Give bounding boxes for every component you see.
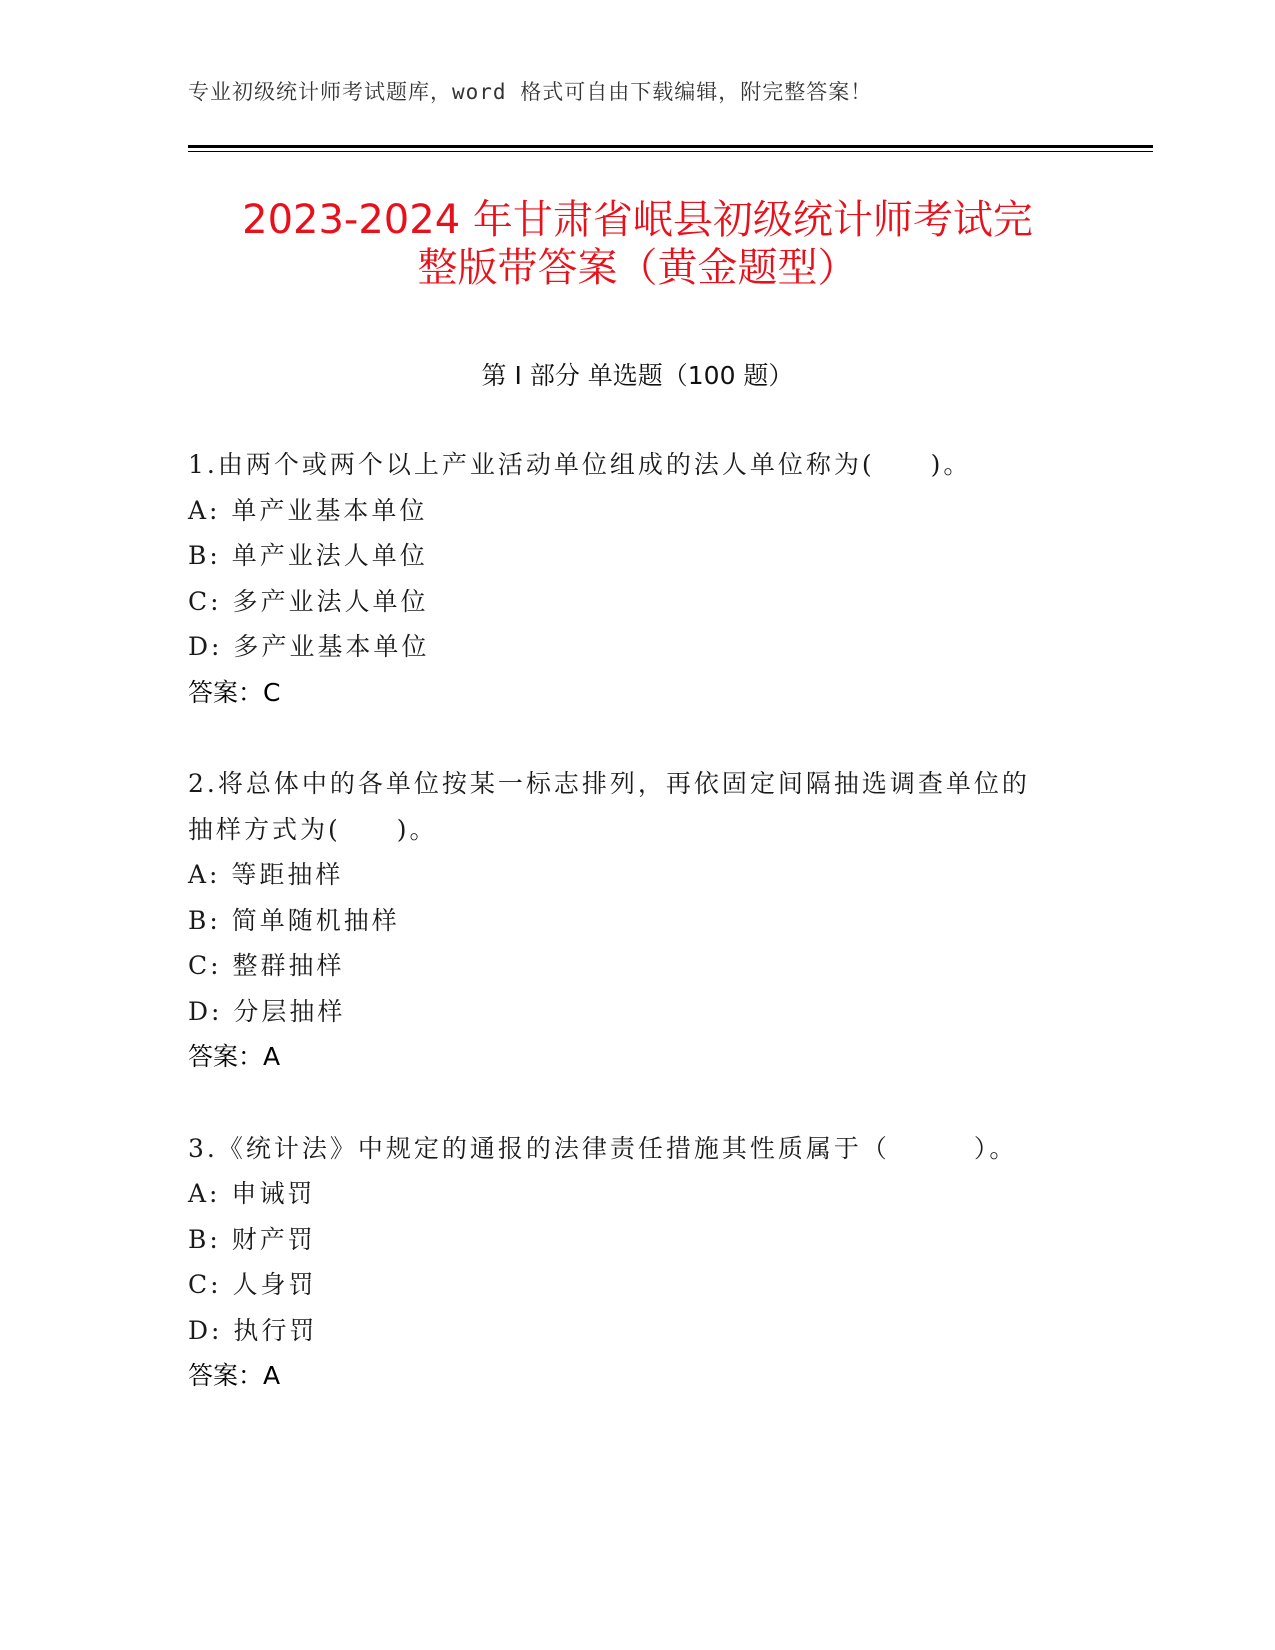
answer: 答案：A bbox=[188, 1042, 281, 1071]
question-stem: 1.由两个或两个以上产业活动单位组成的法人单位称为( )。 bbox=[188, 450, 972, 479]
title-line-1: 2023-2024 年甘肃省岷县初级统计师考试完 bbox=[242, 197, 1033, 243]
option-b: B: 财产罚 bbox=[188, 1224, 316, 1254]
option-d: D: 执行罚 bbox=[188, 1315, 318, 1345]
question-1 bbox=[188, 442, 1068, 715]
option-c: C: 整群抽样 bbox=[188, 951, 345, 980]
question-list bbox=[188, 442, 1068, 1445]
question-stem: 2.将总体中的各单位按某一标志排列，再依固定间隔抽选调查单位的 bbox=[188, 769, 1030, 798]
question-2 bbox=[188, 761, 1068, 1080]
question-stem-continued: 抽样方式为( )。 bbox=[188, 814, 438, 844]
section-heading: 第 I 部分 单选题（100 题） bbox=[481, 361, 794, 390]
option-b: B: 单产业法人单位 bbox=[188, 541, 428, 570]
option-d: D: 分层抽样 bbox=[188, 996, 346, 1026]
option-a: A: 等距抽样 bbox=[188, 860, 344, 889]
option-a: A: 单产业基本单位 bbox=[188, 495, 428, 525]
title-line-2: 整版带答案（黄金题型） bbox=[417, 245, 858, 291]
header-note: 专业初级统计师考试题库，word 格式可自由下载编辑，附完整答案！ bbox=[188, 80, 873, 104]
option-d: D: 多产业基本单位 bbox=[188, 632, 430, 661]
option-b: B: 简单随机抽样 bbox=[188, 905, 400, 935]
question-3 bbox=[188, 1126, 1068, 1399]
header-rule-thick bbox=[188, 145, 1153, 148]
document-title bbox=[150, 196, 1125, 292]
option-a: A: 申诫罚 bbox=[188, 1179, 316, 1208]
answer: 答案：A bbox=[188, 1361, 281, 1390]
question-stem: 3.《统计法》中规定的通报的法律责任措施其性质属于（ ）。 bbox=[188, 1133, 1018, 1163]
header-rule-thin bbox=[188, 151, 1153, 152]
answer: 答案：C bbox=[188, 677, 281, 707]
option-c: C: 多产业法人单位 bbox=[188, 586, 429, 616]
option-c: C: 人身罚 bbox=[188, 1270, 317, 1299]
